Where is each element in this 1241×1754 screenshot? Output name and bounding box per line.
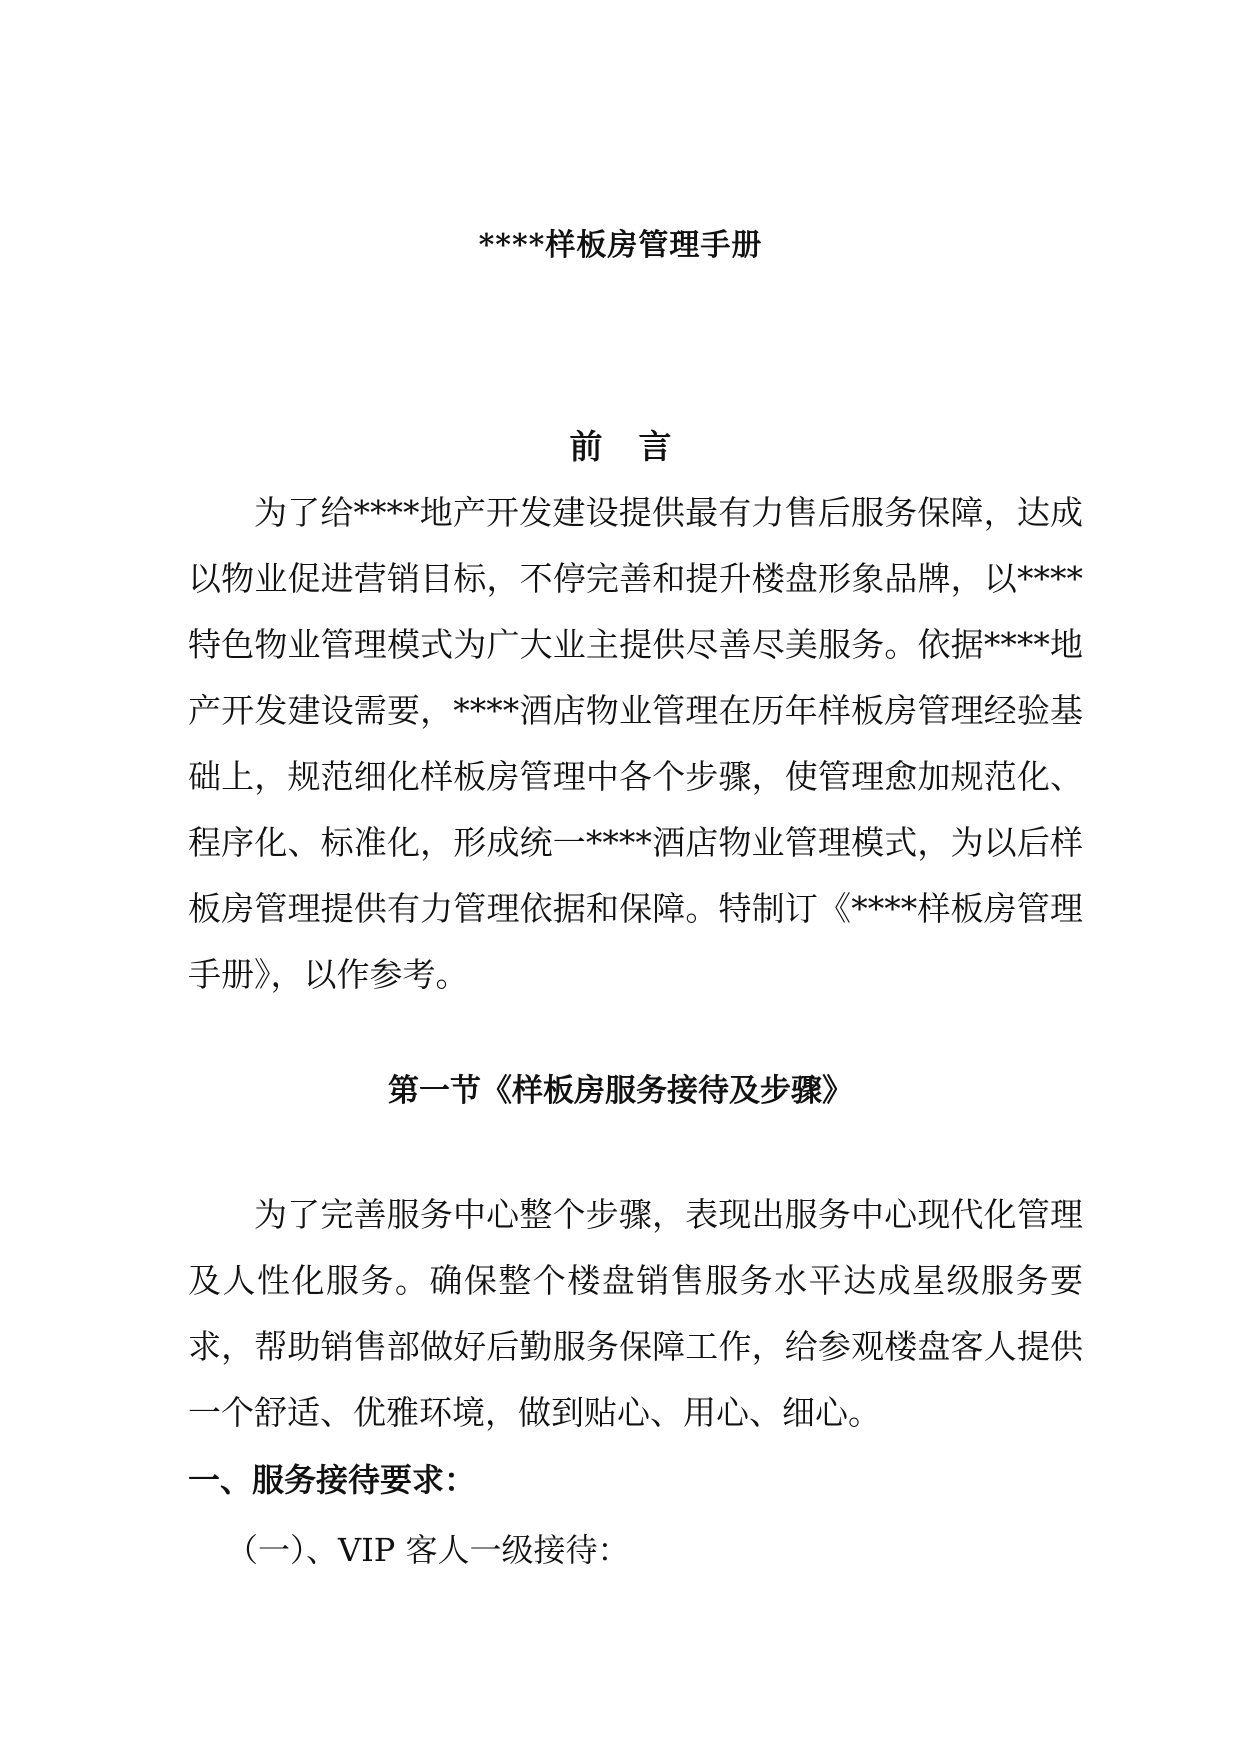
preface-heading: 前言 <box>569 427 708 466</box>
vip-reception-subheading: （一）、VIP 客人一级接待： <box>226 1531 630 1569</box>
document-title: ****样板房管理手册 <box>478 228 763 263</box>
section-title: 第一节《样板房服务接待及步骤》 <box>388 1073 853 1109</box>
preface-paragraph: 为了给****地产开发建设提供最有力售后服务保障，达成以物业促进营销目标，不停完善和提升楼盘形象品牌，以****特色物业管理模式为广大业主提供尽善尽美服务。依据****地产开发建设需要，****酒店物业管理在历年样板房管理经验基础上，规范细化样板房管理中各个步骤，使管理愈加规范化、程序化、标准化，形成统一****酒店物业管理模式，为以后样板房管理提供有力管理依据和保障。特制订《****样板房管理手册》，以作参考。 <box>188 493 1083 994</box>
service-requirements-heading: 一、服务接待要求： <box>188 1461 477 1499</box>
section-intro-paragraph: 为了完善服务中心整个步骤，表现出服务中心现代化管理及人性化服务。确保整个楼盘销售服务水平达成星级服务要求，帮助销售部做好后勤服务保障工作，给参观楼盘客人提供一个舒适、优雅环境，做到贴心、用心、细心。 <box>188 1195 1083 1432</box>
